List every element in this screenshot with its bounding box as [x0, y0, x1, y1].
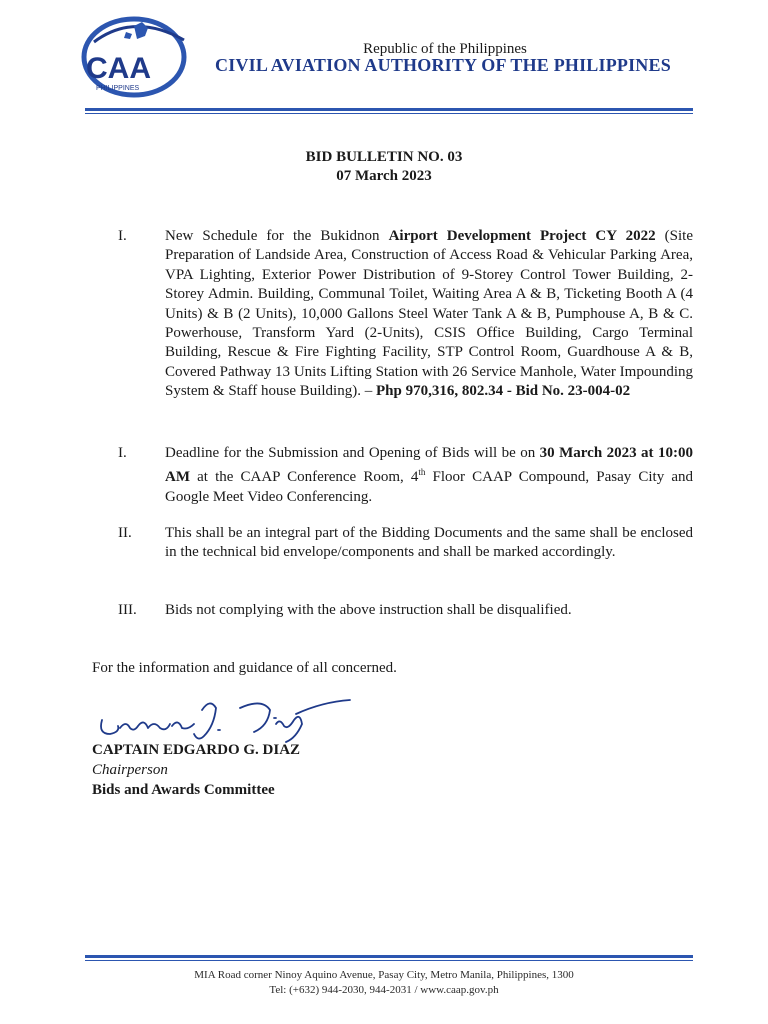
footer — [100, 968, 668, 998]
bulletin-title: BID BULLETIN NO. 03 — [305, 149, 463, 165]
authority-title: CIVIL AVIATION AUTHORITY OF THE PHILIPPINES — [215, 55, 671, 75]
item-number: III. — [118, 602, 137, 618]
header-divider — [85, 108, 693, 114]
republic-line: Republic of the Philippines — [363, 41, 527, 57]
item-text: Deadline for the Submission and Opening of Bids will be on 30 March 2023 at 10:00 AM at the CAAP Conference Room, 4th Floor CAAP Compound, Pasay City and Google Meet Video Conferencing. — [165, 445, 693, 505]
item-text: New Schedule for the Bukidnon Airport Development Project CY 2022 (Site Preparation of Landside Area, Construction of Access Road & Vehicular Parking Area, VPA Lighting, Exterior Power Distribution of 9-Storey Control Tower Building, 2-Storey Admin. Building, Communal Toilet, Waiting Area A & B, Ticketing Booth A (4 Units) & B (2 Units), 10,000 Gallons Steel Water Tank A & B, Pumphouse A, B & C. Powerhouse, Transform Yard (2-Units), CSIS Office Building, Cargo Terminal Building, Rescue & Fire Fighting Facility, STP Control Room, Guardhouse A & B, Covered Pathway 13 Units Lifting Station with 26 Service Manhole, Water Impounding System & Staff house Building). – Php 970,316, 802.34 - Bid No. 23-004-02 — [165, 228, 693, 400]
bulletin-heading — [180, 148, 588, 186]
svg-text:PHILIPPINES: PHILIPPINES — [96, 85, 140, 92]
signatory-org: Bids and Awards Committee — [92, 782, 275, 798]
bulletin-date: 07 March 2023 — [336, 168, 432, 184]
item-number: I. — [118, 445, 127, 461]
footer-divider — [85, 955, 693, 961]
signatory-block — [92, 740, 300, 800]
item-text: This shall be an integral part of the Bidding Documents and the same shall be enclosed in the technical bid envelope/components and shall be marked accordingly. — [165, 525, 693, 561]
footer-address: MIA Road corner Ninoy Aquino Avenue, Pasay City, Metro Manila, Philippines, 1300 — [194, 969, 574, 981]
signatory-role: Chairperson — [92, 762, 168, 778]
footer-contact: Tel: (+632) 944-2030, 944-2031 / www.caap.gov.ph — [269, 984, 499, 996]
svg-text:CAA: CAA — [86, 52, 151, 85]
item-text: Bids not complying with the above instruction shall be disqualified. — [165, 602, 572, 618]
signatory-name: CAPTAIN EDGARDO G. DIAZ — [92, 742, 301, 758]
closing-line: For the information and guidance of all concerned. — [92, 660, 397, 676]
item-number: II. — [118, 525, 132, 541]
caap-logo — [74, 12, 194, 102]
item-number: I. — [118, 228, 127, 244]
